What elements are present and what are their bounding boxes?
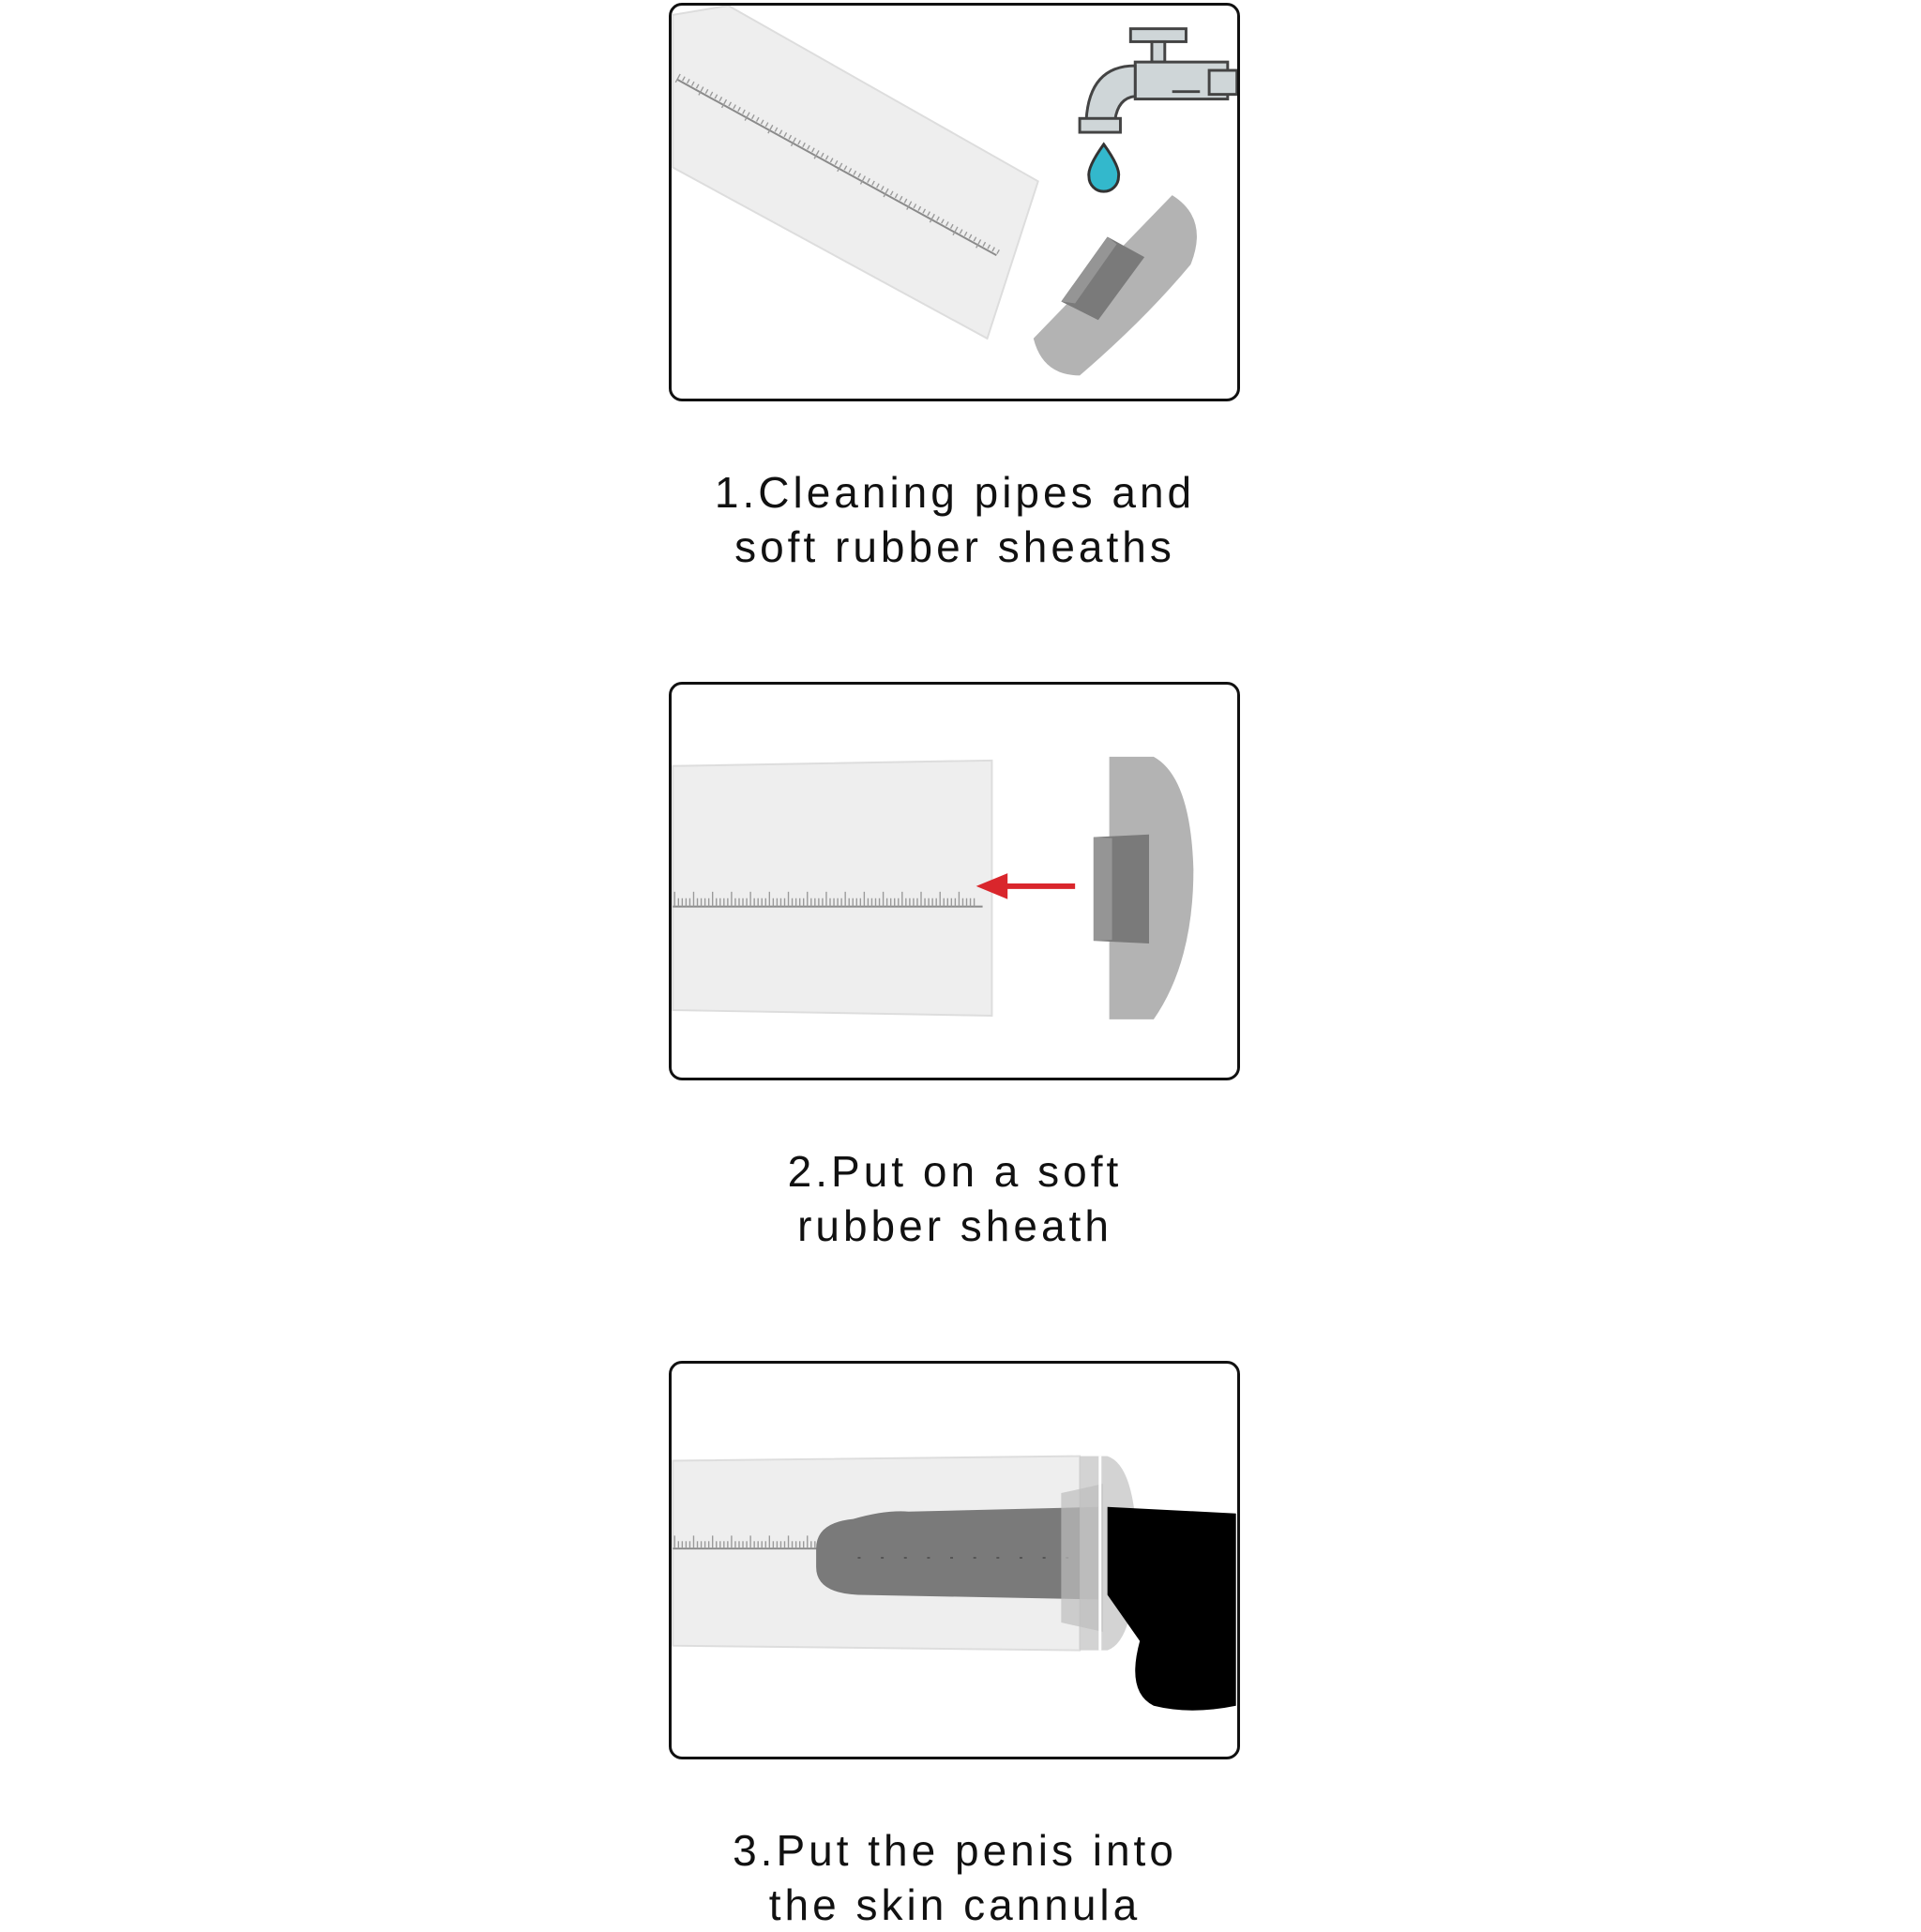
body-silhouette [1108, 1507, 1236, 1711]
step-2-panel [669, 682, 1240, 1080]
measuring-tube [673, 6, 1037, 339]
step-2-caption-line-2: rubber sheath [797, 1201, 1112, 1250]
water-tap-icon [1080, 29, 1237, 132]
water-drop-icon [1089, 144, 1119, 191]
step-3-caption-line-2: the skin cannula [768, 1880, 1142, 1929]
step-3-caption [525, 1823, 1384, 1932]
measuring-tube [673, 761, 991, 1016]
step-1-illustration [672, 6, 1237, 399]
step-3-caption-line-1: 3.Put the penis into [733, 1826, 1177, 1875]
rubber-sheath [1094, 757, 1193, 1019]
step-3-panel [669, 1361, 1240, 1759]
step-2-illustration [672, 685, 1237, 1078]
step-1-panel [669, 3, 1240, 401]
step-2-caption-line-1: 2.Put on a soft [787, 1147, 1123, 1196]
step-3-illustration [672, 1364, 1237, 1757]
inserted-shaft [816, 1507, 1098, 1600]
rubber-sheath [1034, 195, 1197, 375]
step-1-caption-line-1: 1.Cleaning pipes and [714, 468, 1196, 517]
step-2-caption [525, 1144, 1384, 1253]
step-1-caption-line-2: soft rubber sheaths [734, 522, 1175, 571]
step-1-caption [525, 465, 1384, 574]
